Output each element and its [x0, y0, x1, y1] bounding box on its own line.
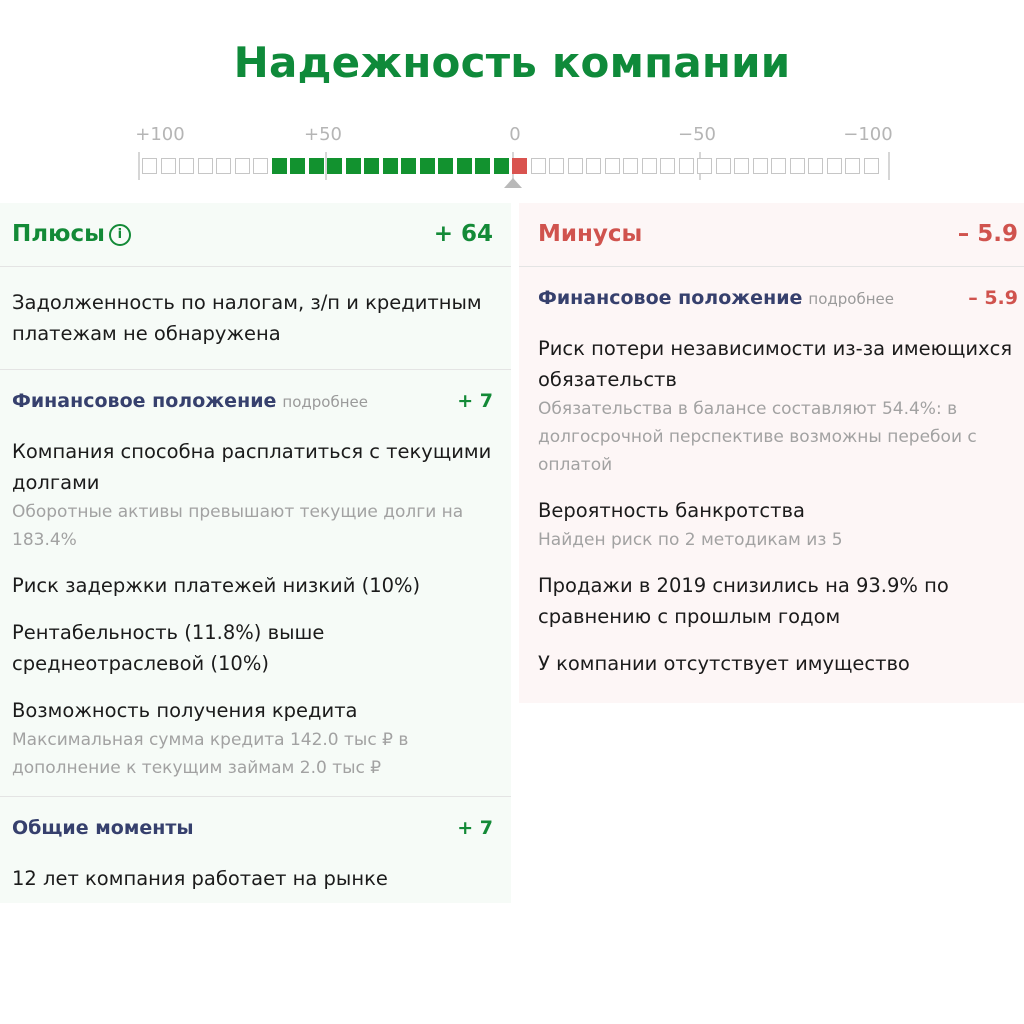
scale-segment — [586, 158, 601, 174]
scale-segment — [512, 158, 527, 174]
scale-segment — [808, 158, 823, 174]
scale-segment — [401, 158, 416, 174]
scale-label-minus-100: −100 — [843, 124, 893, 145]
scale-segment — [642, 158, 657, 174]
scale-label-minus-50: −50 — [678, 124, 716, 145]
plus-financial-header — [12, 390, 499, 420]
list-item — [538, 495, 1018, 554]
scale-segment — [383, 158, 398, 174]
scale-segment — [142, 158, 157, 174]
scale-segment — [771, 158, 786, 174]
plus-financial-section — [0, 370, 511, 797]
list-item-text: Риск задержки платежей низкий (10%) — [12, 574, 421, 597]
minus-financial-header — [538, 287, 1018, 317]
list-item — [538, 570, 1018, 632]
minus-score: – 5.9 — [957, 221, 1018, 247]
list-item — [12, 436, 499, 554]
list-item-text: Рентабельность (11.8%) выше среднеотраслевой (10%) — [12, 621, 325, 675]
scale-segment — [790, 158, 805, 174]
plus-financial-score: + 7 — [457, 390, 493, 412]
list-item-text: У компании отсутствует имущество — [538, 652, 910, 675]
plus-general-section — [0, 797, 511, 894]
list-item — [538, 648, 1018, 679]
scale-segment — [327, 158, 342, 174]
scale-segment — [845, 158, 860, 174]
minus-financial-score: – 5.9 — [968, 287, 1018, 309]
scale-segment — [198, 158, 213, 174]
plus-title: Плюсы — [12, 221, 105, 247]
list-item — [12, 570, 499, 601]
zero-marker-icon — [504, 178, 522, 188]
list-item-text: Возможность получения кредита — [12, 699, 358, 722]
minus-financial-title: Финансовое положение — [538, 287, 803, 309]
scale-segment — [364, 158, 379, 174]
list-item-text: Продажи в 2019 снизились на 93.9% по сравнению с прошлым годом — [538, 574, 949, 628]
list-item-text: Вероятность банкротства — [538, 499, 805, 522]
plus-general-header — [12, 817, 499, 847]
page-title: Надежность компании — [233, 38, 791, 87]
scale-segment — [216, 158, 231, 174]
scale-segment — [531, 158, 546, 174]
scale-label-plus-100: +100 — [135, 124, 185, 145]
plus-title-wrap — [12, 221, 131, 247]
scale-segment — [734, 158, 749, 174]
list-item-sub: Максимальная сумма кредита 142.0 тыс ₽ в дополнение к текущим займам 2.0 тыс ₽ — [12, 730, 409, 778]
scale-segment — [161, 158, 176, 174]
scale-segment — [309, 158, 324, 174]
list-item: 12 лет компания работает на рынке — [12, 867, 388, 890]
plus-general-score: + 7 — [457, 817, 493, 839]
minus-panel — [519, 203, 1024, 703]
scale-segment — [549, 158, 564, 174]
scale-segment — [605, 158, 620, 174]
minus-title: Минусы — [538, 221, 643, 247]
scale-segment — [272, 158, 287, 174]
scale-segment — [716, 158, 731, 174]
minus-financial-section — [519, 267, 1024, 679]
scale-segment — [753, 158, 768, 174]
list-item-sub: Обязательства в балансе составляют 54.4%: в долгосрочной перспективе возможны перебои с оплатой — [538, 399, 977, 475]
scale-segment — [679, 158, 694, 174]
scale-segment — [235, 158, 250, 174]
minus-header — [519, 203, 1024, 267]
scale-segment — [438, 158, 453, 174]
scale-segment — [346, 158, 361, 174]
list-item: Задолженность по налогам, з/п и кредитным платежам не обнаружена — [12, 291, 482, 345]
scale-segment — [253, 158, 268, 174]
list-item-sub: Найден риск по 2 методикам из 5 — [538, 530, 843, 550]
list-item-text: Компания способна расплатиться с текущими долгами — [12, 440, 492, 494]
list-item — [12, 617, 499, 679]
plus-financial-title: Финансовое положение — [12, 390, 277, 412]
info-icon[interactable]: i — [109, 224, 131, 246]
scale-segment — [864, 158, 879, 174]
scale-segment — [827, 158, 842, 174]
plus-score: + 64 — [433, 221, 493, 247]
list-item — [538, 333, 1018, 479]
plus-debt-section — [0, 267, 511, 370]
list-item — [12, 695, 499, 782]
plus-header — [0, 203, 511, 267]
scale-segment — [457, 158, 472, 174]
plus-financial-more-link[interactable]: подробнее — [282, 393, 368, 411]
scale-segment — [420, 158, 435, 174]
reliability-scale — [135, 122, 893, 192]
list-item-text: Риск потери независимости из-за имеющихся обязательств — [538, 337, 1013, 391]
scale-segment — [568, 158, 583, 174]
scale-label-plus-50: +50 — [304, 124, 342, 145]
list-item-sub: Оборотные активы превышают текущие долги на 183.4% — [12, 502, 464, 550]
plus-panel — [0, 203, 511, 903]
scale-segment — [475, 158, 490, 174]
plus-general-title: Общие моменты — [12, 817, 194, 839]
scale-segment — [623, 158, 638, 174]
scale-segment — [697, 158, 712, 174]
scale-label-zero: 0 — [509, 124, 521, 145]
scale-segment — [290, 158, 305, 174]
scale-segment — [494, 158, 509, 174]
scale-segment — [660, 158, 675, 174]
minus-financial-more-link[interactable]: подробнее — [808, 290, 894, 308]
scale-segment — [179, 158, 194, 174]
